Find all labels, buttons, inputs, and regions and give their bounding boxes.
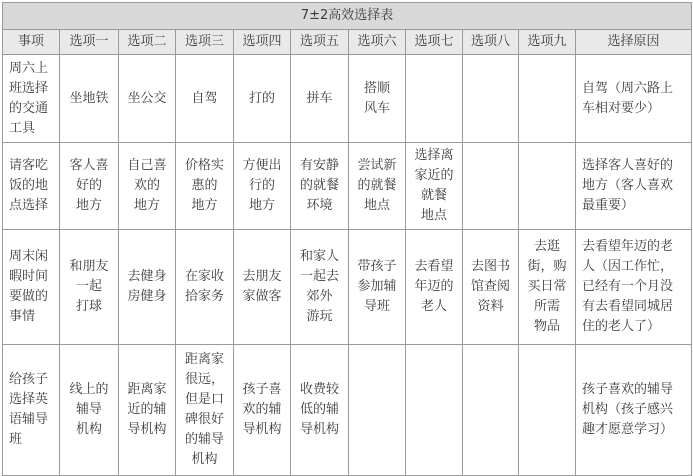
table-row <box>3 345 692 476</box>
table-row <box>3 55 692 143</box>
header-row <box>3 30 692 55</box>
option-cell <box>234 143 291 230</box>
option-cell-text: 去健身 房健身 <box>127 269 167 304</box>
option-cell <box>119 55 176 143</box>
option-cell <box>176 230 234 345</box>
option-cell <box>234 55 291 143</box>
option-cell-text: 自驾 <box>191 90 218 106</box>
reason-cell <box>576 345 692 476</box>
option-cell <box>234 230 291 345</box>
item-cell-text: 周六上 班选择 的交通 工具 <box>9 60 49 136</box>
item-cell <box>3 230 60 345</box>
option-cell <box>119 143 176 230</box>
option-cell <box>463 230 519 345</box>
option-cell <box>463 345 519 476</box>
option-cell-text: 坐地铁 <box>69 90 109 106</box>
option-cell <box>291 230 349 345</box>
option-cell <box>349 345 406 476</box>
option-cell-text: 价格实 惠的 地方 <box>184 158 224 213</box>
option-cell <box>60 230 119 345</box>
option-cell <box>349 143 406 230</box>
table-body <box>3 55 692 476</box>
reason-cell-text: 去看望年迈的老 人（因工作忙， 已经有一个月没 有去看望同城居 住的老人了） <box>582 239 674 334</box>
option-cell <box>406 345 463 476</box>
title-row <box>3 3 692 30</box>
option-cell <box>234 345 291 476</box>
header-option-2: 选项二 <box>119 30 176 55</box>
selection-table-container <box>2 2 692 476</box>
item-cell-text: 请客吃 饭的地 点选择 <box>9 158 49 213</box>
option-cell-text: 尝试新 的就餐 地点 <box>357 158 397 213</box>
option-cell-text: 距离家 近的辅 导机构 <box>127 382 167 437</box>
option-cell <box>463 55 519 143</box>
selection-table <box>2 2 692 476</box>
option-cell-text: 孩子喜 欢的辅 导机构 <box>242 382 282 437</box>
header-option-6: 选项六 <box>349 30 406 55</box>
header-reason: 选择原因 <box>576 30 692 55</box>
option-cell <box>463 143 519 230</box>
option-cell <box>349 55 406 143</box>
option-cell <box>519 143 576 230</box>
option-cell-text: 去看望 年迈的 老人 <box>414 259 454 314</box>
reason-cell-text: 孩子喜欢的辅导 机构（孩子感兴 趣才愿意学习） <box>582 382 674 437</box>
option-cell <box>519 230 576 345</box>
option-cell-text: 坐公交 <box>127 90 167 106</box>
header-option-9: 选项九 <box>519 30 576 55</box>
option-cell-text: 打的 <box>248 90 275 106</box>
option-cell <box>291 55 349 143</box>
option-cell-text: 和朋友 一起 打球 <box>69 259 109 314</box>
option-cell-text: 线上的 辅导 机构 <box>69 382 109 437</box>
reason-cell-text: 自驾（周六路上 车相对要少） <box>582 80 674 116</box>
item-cell <box>3 143 60 230</box>
table-title: 7±2高效选择表 <box>3 3 692 30</box>
header-option-4: 选项四 <box>234 30 291 55</box>
option-cell <box>349 230 406 345</box>
item-cell <box>3 55 60 143</box>
option-cell-text: 收费较 低的辅 导机构 <box>299 382 339 437</box>
header-option-5: 选项五 <box>291 30 349 55</box>
reason-cell <box>576 230 692 345</box>
option-cell <box>60 143 119 230</box>
option-cell-text: 去图书 馆查阅 资料 <box>470 259 510 314</box>
option-cell-text: 距离家 很远， 但是口 碑很好 的辅导 机构 <box>184 352 224 467</box>
option-cell <box>519 345 576 476</box>
option-cell-text: 自己喜 欢的 地方 <box>127 158 167 213</box>
option-cell <box>406 143 463 230</box>
item-cell-text: 给孩子 选择英 语辅导 班 <box>9 372 49 447</box>
reason-cell <box>576 55 692 143</box>
option-cell <box>119 345 176 476</box>
header-option-7: 选项七 <box>406 30 463 55</box>
option-cell-text: 选择离 家近的 就餐 地点 <box>414 148 454 223</box>
option-cell <box>60 55 119 143</box>
option-cell-text: 方便出 行的 地方 <box>242 158 282 213</box>
header-item: 事项 <box>3 30 60 55</box>
option-cell <box>119 230 176 345</box>
header-option-1: 选项一 <box>60 30 119 55</box>
option-cell-text: 在家收 拾家务 <box>184 269 224 304</box>
header-option-8: 选项八 <box>463 30 519 55</box>
reason-cell <box>576 143 692 230</box>
option-cell <box>176 345 234 476</box>
option-cell <box>176 55 234 143</box>
item-cell-text: 周末闲 暇时间 要做的 事情 <box>9 249 49 324</box>
option-cell <box>60 345 119 476</box>
option-cell <box>176 143 234 230</box>
option-cell-text: 客人喜 好的 地方 <box>69 158 109 213</box>
option-cell <box>291 345 349 476</box>
option-cell-text: 去逛 街，购 买日常 所需 物品 <box>527 239 567 334</box>
option-cell <box>406 230 463 345</box>
option-cell-text: 和家人 一起去 郊外 游玩 <box>299 249 339 324</box>
option-cell-text: 带孩子 参加辅 导班 <box>357 259 397 314</box>
header-option-3: 选项三 <box>176 30 234 55</box>
option-cell-text: 有安静 的就餐 环境 <box>299 158 339 213</box>
option-cell <box>519 55 576 143</box>
table-row <box>3 230 692 345</box>
reason-cell-text: 选择客人喜好的 地方（客人喜欢 最重要） <box>582 158 674 213</box>
option-cell-text: 搭顺 风车 <box>363 80 390 116</box>
table-row <box>3 143 692 230</box>
option-cell <box>291 143 349 230</box>
option-cell-text: 拼车 <box>306 90 333 106</box>
option-cell <box>406 55 463 143</box>
option-cell-text: 去朋友 家做客 <box>242 269 282 304</box>
item-cell <box>3 345 60 476</box>
